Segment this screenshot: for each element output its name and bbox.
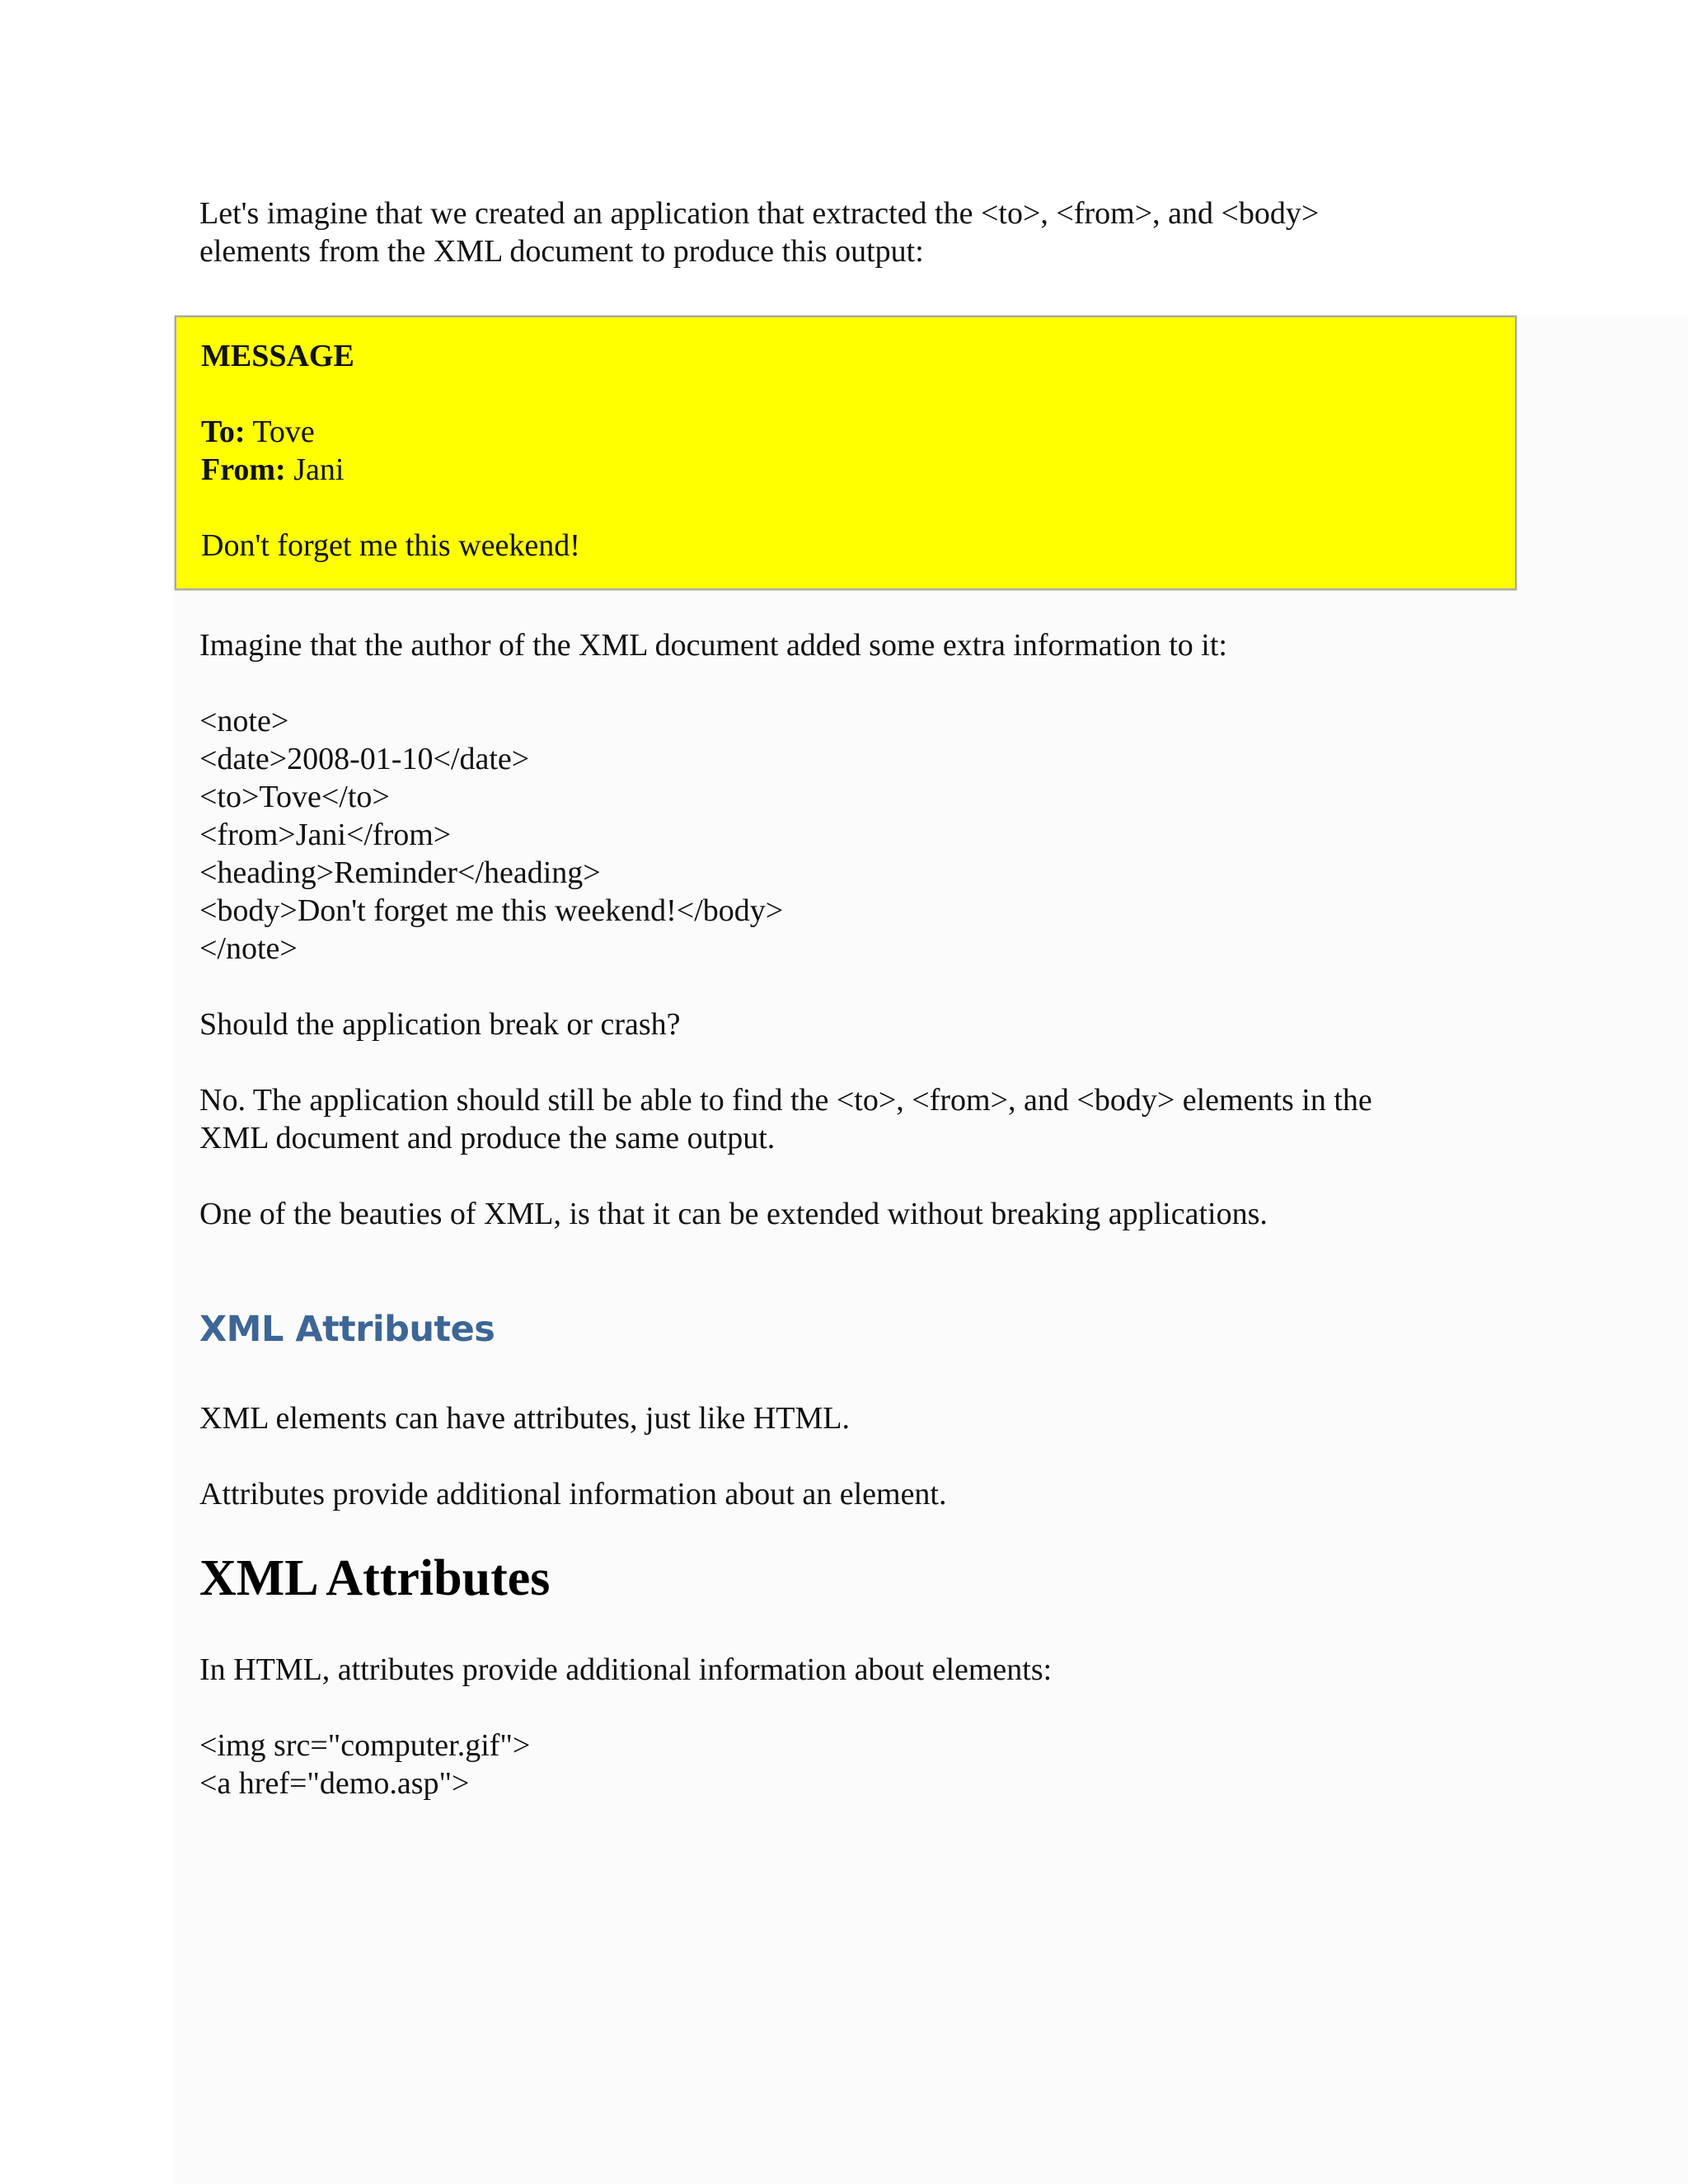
page-background [173,316,1688,2184]
code-line: <to>Tove</to> [199,780,390,814]
code-line: <note> [199,704,289,738]
output-from-label: From: [201,452,286,487]
attributes-section [199,1399,947,1513]
output-from-value: Jani [285,452,345,487]
code-line: <heading>Reminder</heading> [199,855,601,890]
output-to-label: To: [201,415,246,449]
intro-paragraph [199,194,1319,270]
output-to-value: Tove [245,415,315,449]
big-heading: XML Attributes [199,1550,551,1606]
output-title: MESSAGE [201,339,354,373]
code-line: <a href="demo.asp"> [199,1766,470,1801]
code-line: <from>Jani</from> [199,818,452,852]
code-line: <img src="computer.gif"> [199,1728,531,1763]
output-box [175,316,1517,590]
beauty-statement: One of the beauties of XML, is that it can be extended without breaking applications. [199,1197,1268,1231]
html-attributes-intro: In HTML, attributes provide additional information about elements: [199,1652,1053,1687]
extra-info-section [199,626,1372,1233]
intro-line-2: elements from the XML document to produce this output: [199,234,924,269]
output-body: Don't forget me this weekend! [201,528,580,563]
intro-line-1: Let's imagine that we created an application that extracted the <to>, <from>, and <body> [199,196,1320,231]
code-line: <body>Don't forget me this weekend!</body> [199,893,784,928]
section-heading: XML Attributes [199,1309,495,1350]
extra-info-intro: Imagine that the author of the XML document added some extra information to it: [199,628,1227,663]
code-line: <date>2008-01-10</date> [199,742,530,776]
answer-line-2: XML document and produce the same output. [199,1121,776,1155]
attributes-para-2: Attributes provide additional information about an element. [199,1477,947,1511]
html-attributes-section [199,1651,1052,1802]
answer-line-1: No. The application should still be able to find the <to>, <from>, and <body> elements in the [199,1083,1372,1118]
code-line: </note> [199,931,298,966]
question: Should the application break or crash? [199,1007,681,1042]
attributes-para-1: XML elements can have attributes, just like HTML. [199,1401,851,1436]
output-from-line [201,451,580,489]
output-to-line [201,413,580,451]
